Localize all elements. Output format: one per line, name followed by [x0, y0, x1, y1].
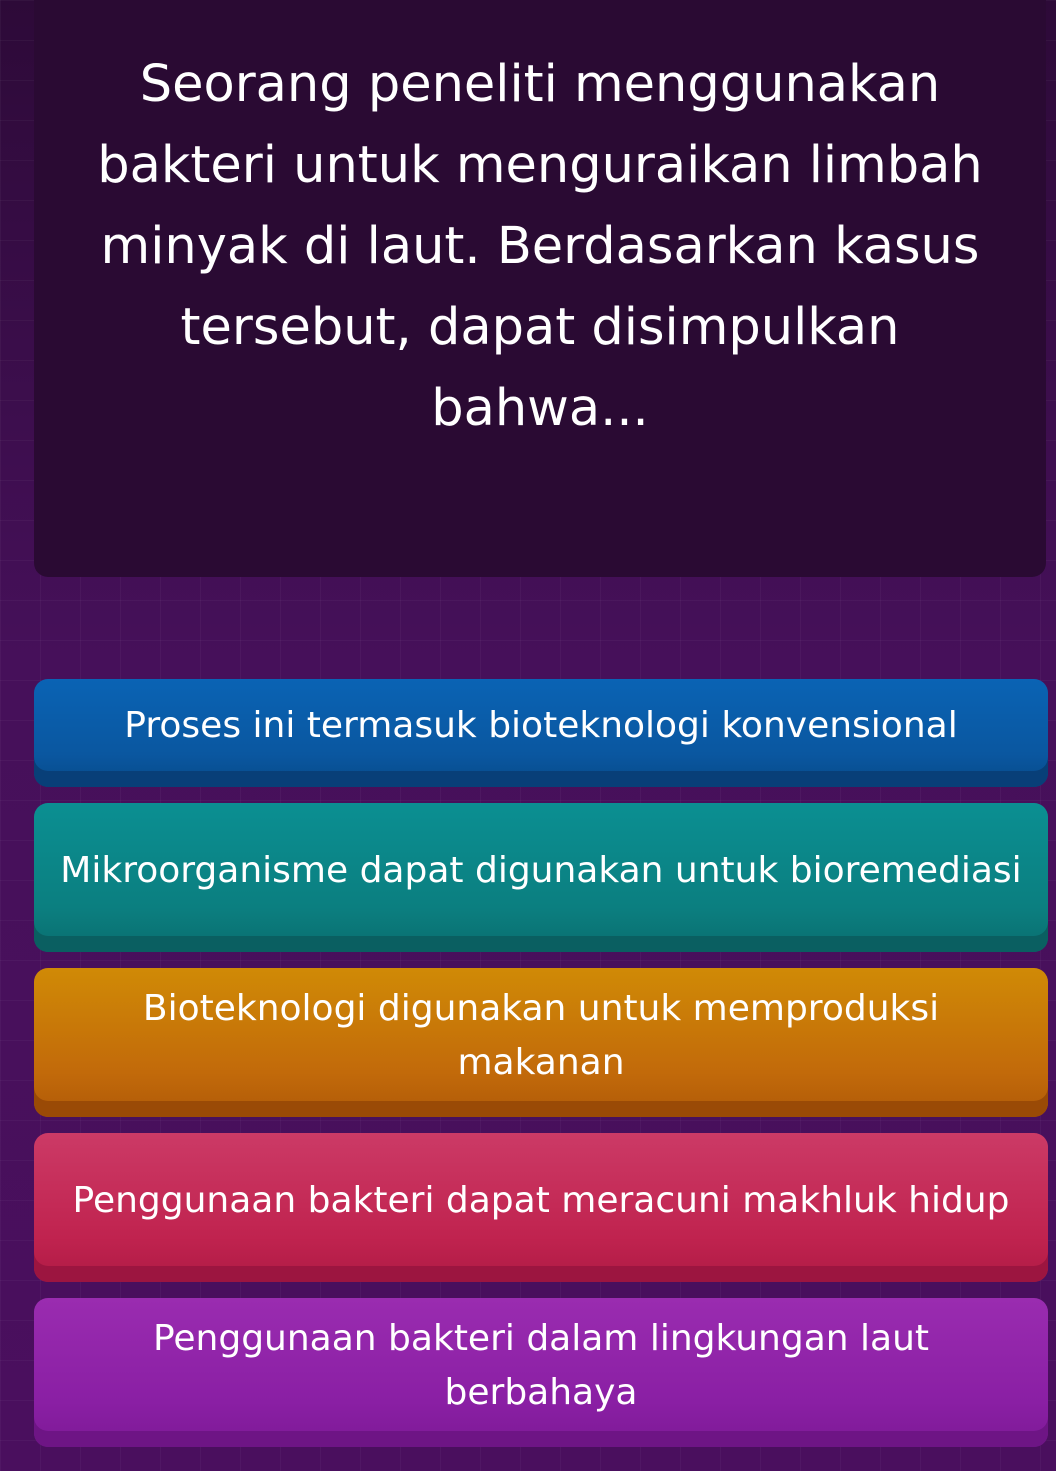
answer-option-2-label: Mikroorganisme dapat digunakan untuk bioremediasi: [60, 849, 1022, 891]
answer-option-4-label: Penggunaan bakteri dapat meracuni makhluk hidup: [72, 1179, 1010, 1221]
answer-option-3-label: Bioteknologi digunakan untuk memproduksi makanan: [142, 987, 940, 1083]
answer-option-4[interactable]: [34, 1133, 1048, 1282]
answer-option-1[interactable]: [34, 679, 1048, 787]
answer-option-5[interactable]: [34, 1298, 1048, 1447]
answer-option-5-label: Penggunaan bakteri dalam lingkungan laut berbahaya: [152, 1317, 930, 1413]
answer-option-3[interactable]: [34, 968, 1048, 1117]
question-text: Seorang peneliti menggunakan bakteri untuk menguraikan limbah minyak di laut. Berdasarkan kasus tersebut, dapat disimpulkan bahwa...: [97, 55, 983, 438]
answer-option-2[interactable]: [34, 803, 1048, 952]
question-card: [34, 0, 1046, 577]
answer-option-1-label: Proses ini termasuk bioteknologi konvensional: [124, 705, 958, 746]
